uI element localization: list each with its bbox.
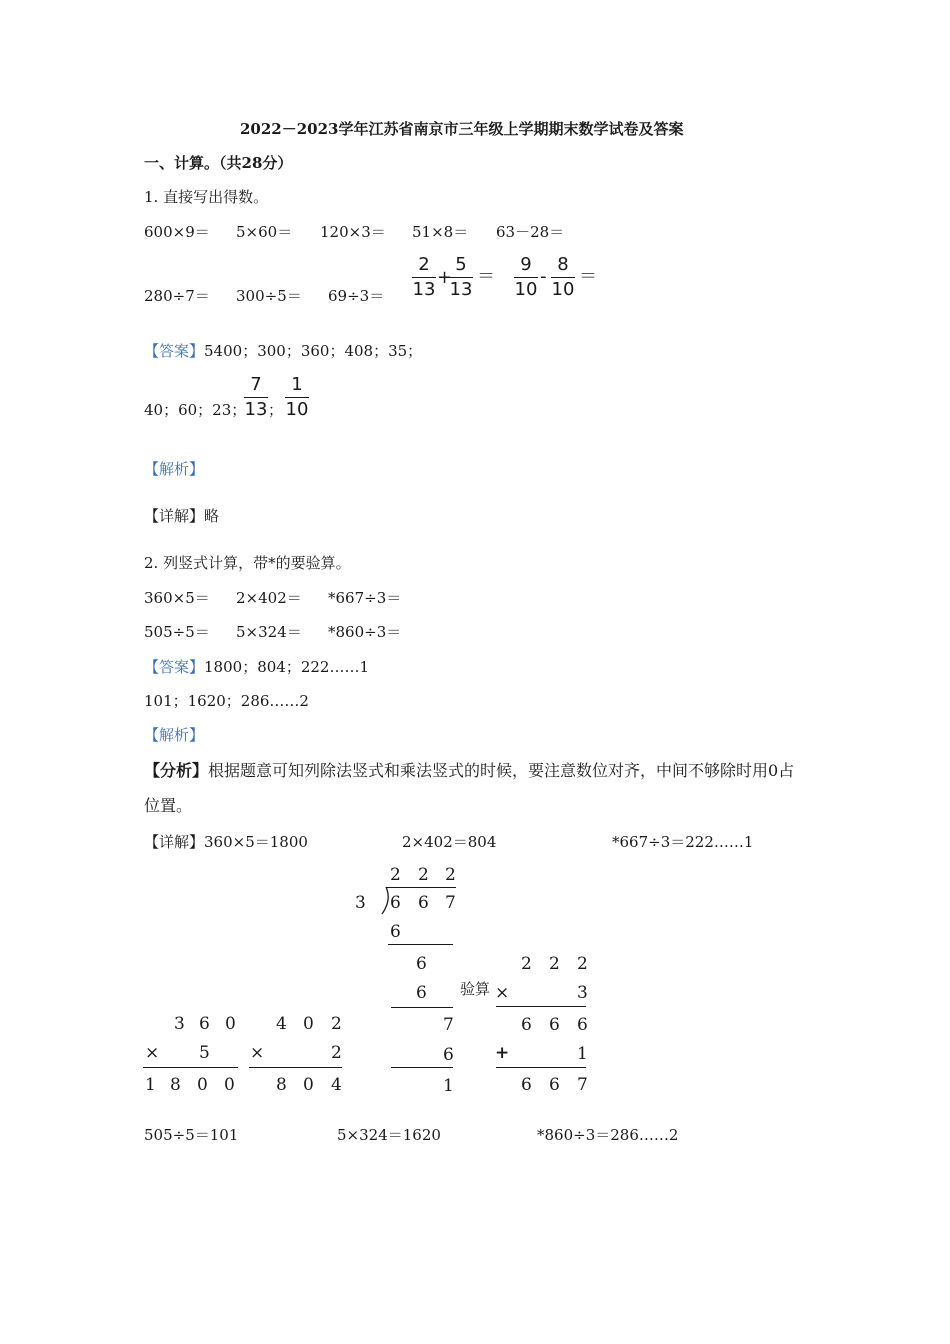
detail-calc: 505÷5＝101 [144, 1126, 239, 1144]
times-sign: × [495, 983, 510, 1003]
digit: 2 [331, 1043, 342, 1063]
answer-line [144, 660, 369, 675]
digit: 2 [577, 954, 588, 974]
question-1-prompt: 1. 直接写出得数。 [144, 188, 269, 206]
digit: 6 [416, 983, 427, 1003]
equals-sign: ＝ [579, 266, 597, 287]
detail-calc: 360×5＝1800 [204, 833, 308, 851]
detail-calc: *667÷3＝222……1 [612, 833, 754, 851]
detail-calc: *860÷3＝286……2 [537, 1126, 679, 1144]
section-heading: 一、计算。（共28分） [144, 154, 293, 172]
detail-line [144, 835, 308, 850]
analysis-label: 【解析】 [144, 726, 205, 744]
answer-line-2: 101；1620；286……2 [144, 692, 309, 710]
answer-line [144, 344, 422, 359]
digit: 2 [445, 865, 456, 885]
digit: 1 [577, 1044, 588, 1064]
detail-label: 【详解】 [144, 833, 205, 851]
times-sign: × [145, 1043, 160, 1063]
digit: 4 [276, 1014, 287, 1034]
digit: 6 [577, 1015, 588, 1035]
digit: 2 [418, 865, 429, 885]
digit: 7 [443, 1015, 454, 1035]
digit: 0 [303, 1014, 314, 1034]
times-sign: × [250, 1043, 265, 1063]
detail-calc: 2×402＝804 [402, 833, 497, 851]
expr: *860÷3＝ [328, 623, 402, 641]
answer-fraction: 1 10 [285, 374, 309, 420]
digit: 5 [199, 1043, 210, 1063]
digit: 6 [443, 1045, 454, 1065]
detail-calc: 5×324＝1620 [337, 1126, 441, 1144]
expr: 51×8＝ [412, 223, 469, 241]
fraction: 5 13 [449, 254, 473, 300]
analysis-head: 【分析】 [144, 761, 209, 780]
digit: 6 [390, 893, 401, 913]
fraction: 9 10 [514, 254, 538, 300]
expr: 300÷5＝ [236, 287, 302, 305]
digit: 2 [331, 1014, 342, 1034]
expr: 360×5＝ [144, 589, 210, 607]
digit: 3 [577, 983, 588, 1003]
digit: 3 [174, 1014, 185, 1034]
digit: 7 [445, 893, 456, 913]
digit: 0 [225, 1014, 236, 1034]
digit: 8 [276, 1075, 287, 1095]
expr: 63－28＝ [496, 223, 565, 241]
page-title: 2022－2023学年江苏省南京市三年级上学期期末数学试卷及答案 [240, 120, 684, 138]
analysis-label: 【解析】 [144, 460, 205, 478]
separator: ； [268, 401, 284, 419]
digit: 1 [145, 1075, 156, 1095]
digit: 0 [303, 1075, 314, 1095]
digit: 2 [549, 954, 560, 974]
digit: 6 [521, 1015, 532, 1035]
answer-fraction: 7 13 [244, 374, 268, 420]
digit: 6 [521, 1075, 532, 1095]
remainder: 1 [443, 1076, 454, 1096]
expr: 120×3＝ [320, 223, 386, 241]
digit: 8 [170, 1075, 181, 1095]
expr: 600×9＝ [144, 223, 210, 241]
answer-label: 【答案】 [144, 342, 205, 360]
digit: 6 [416, 954, 427, 974]
answer-text: 1800；804；222……1 [204, 658, 369, 676]
expr: 5×60＝ [236, 223, 293, 241]
detail-text: 【详解】略 [144, 507, 220, 525]
plus-sign: + [495, 1043, 510, 1063]
question-2-prompt: 2. 列竖式计算，带*的要验算。 [144, 554, 351, 572]
digit: 4 [331, 1075, 342, 1095]
digit: 0 [197, 1075, 208, 1095]
equals-sign: ＝ [477, 266, 495, 287]
expr: 280÷7＝ [144, 287, 210, 305]
fraction: 8 10 [551, 254, 575, 300]
check-label: 验算 [460, 980, 491, 998]
digit: 6 [549, 1015, 560, 1035]
digit: 2 [390, 865, 401, 885]
digit: 6 [199, 1014, 210, 1034]
answer-line-2: 40；60；23； [144, 401, 247, 419]
divisor: 3 [355, 893, 366, 913]
answer-text: 5400；300；360；408；35； [204, 342, 423, 360]
expr: 2×402＝ [236, 589, 302, 607]
minus-sign: - [540, 266, 547, 287]
digit: 6 [418, 893, 429, 913]
expr: *667÷3＝ [328, 589, 402, 607]
fraction: 2 13 [412, 254, 436, 300]
digit: 2 [521, 954, 532, 974]
analysis-text: 根据题意可知列除法竖式和乘法竖式的时候，要注意数位对齐，中间不够除时用0占 [208, 761, 795, 780]
expr: 505÷5＝ [144, 623, 210, 641]
answer-label: 【答案】 [144, 658, 205, 676]
digit: 7 [577, 1075, 588, 1095]
digit: 6 [390, 922, 401, 942]
digit: 0 [224, 1075, 235, 1095]
plus-sign: + [437, 267, 453, 288]
expr: 69÷3＝ [328, 287, 385, 305]
expr: 5×324＝ [236, 623, 302, 641]
analysis-text-cont: 位置。 [144, 796, 193, 815]
analysis-paragraph [144, 763, 794, 779]
digit: 6 [549, 1075, 560, 1095]
